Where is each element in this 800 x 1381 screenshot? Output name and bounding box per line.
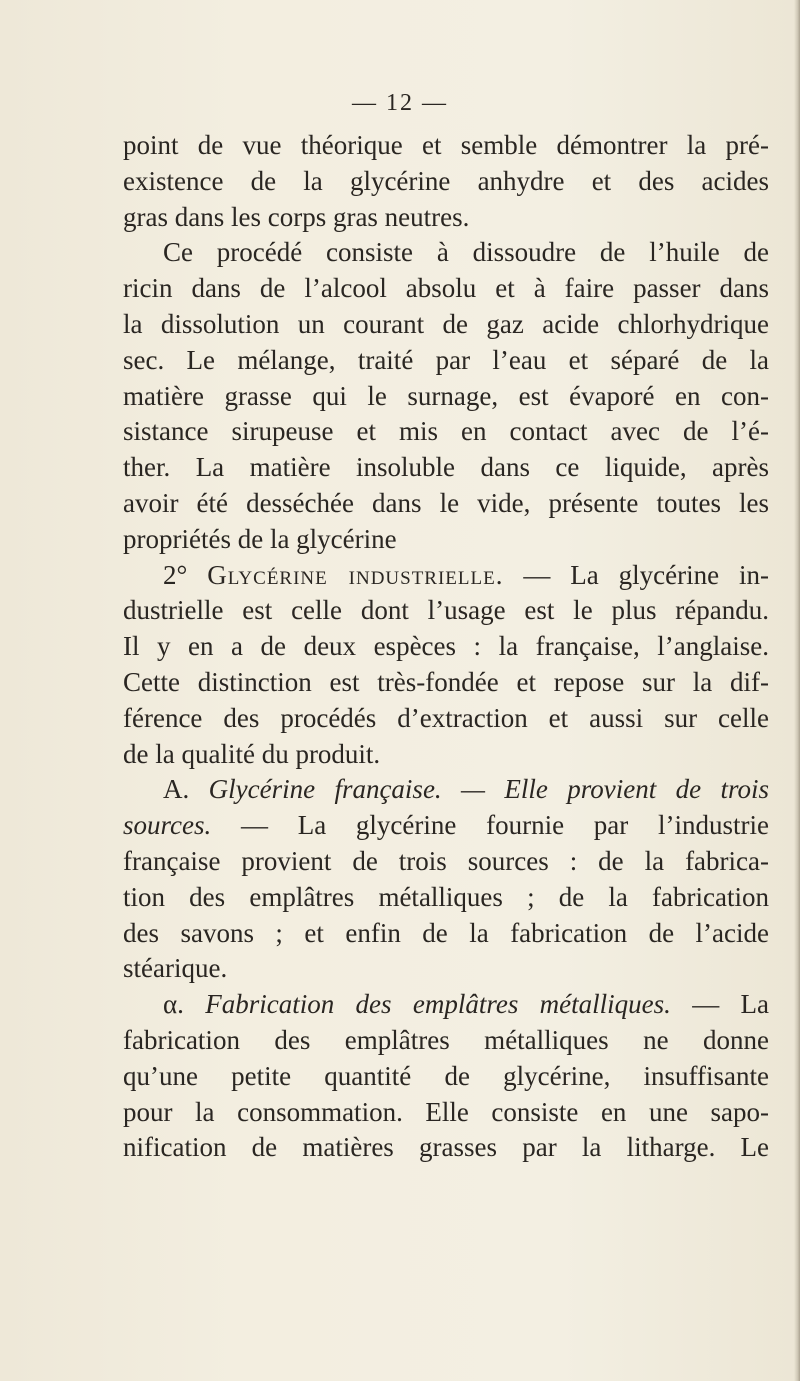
text-line: tion des emplâtres métalliques ; de la fabrication [123,881,769,912]
page-edge-shadow [794,0,800,1381]
subsection-heading-continued: sources. [123,810,212,841]
section-heading-line [123,558,769,594]
subsection-letter: A. [163,774,190,805]
text-line: française provient de trois sources : de la fabrica- [123,845,769,876]
text-line: de la qualité du produit. [123,738,381,769]
text-line: Ce procédé consiste à dissoudre de l’huile de [163,237,769,268]
subsection-letter: α. [163,989,184,1020]
text-line: dustrielle est celle dont l’usage est le plus répandu. [123,595,769,626]
text-line [123,808,769,844]
text-fragment: — La glycérine fournie par l’industrie [240,810,769,841]
text-line: Cette distinction est très-fondée et repose sur la dif- [123,666,769,697]
text-line: point de vue théorique et semble démontrer la pré- [123,130,769,160]
text-line: Il y en a de deux espèces : la française, l’anglaise. [123,631,769,662]
text-line: avoir été desséchée dans le vide, présente toutes les [123,487,769,518]
text-line: gras dans les corps gras neutres. [123,201,470,232]
text-line: fabrication des emplâtres métalliques ne donne [123,1024,769,1055]
text-line: ricin dans de l’alcool absolu et à faire passer dans [123,273,769,304]
text-line: ther. La matière insoluble dans ce liquide, après [123,452,769,483]
subsection-heading: Fabrication des emplâtres métalliques. [205,989,671,1020]
text-line: pour la consommation. Elle consiste en une sapo- [123,1096,769,1127]
subsection-heading-line [123,772,769,808]
text-line: existence de la glycérine anhydre et des acides [123,165,769,196]
text-line: férence des procédés d’extraction et aussi sur celle [123,702,769,733]
text-line: la dissolution un courant de gaz acide chlorhydrique [123,308,769,339]
text-line: propriétés de la glycérine [123,523,397,554]
text-line: matière grasse qui le surnage, est évaporé en con- [123,380,769,411]
text-line: sistance sirupeuse et mis en contact avec de l’é- [123,416,769,447]
text-fragment: — La glycérine in- [523,559,770,590]
text-line: des savons ; et enfin de la fabrication de l’acide [123,917,769,948]
body-text [123,128,769,1166]
subsection-heading-line [123,987,769,1023]
subsection-heading: Glycérine française. — Elle provient de trois [208,774,769,805]
section-number: 2° [163,559,188,590]
text-line: sec. Le mélange, traité par l’eau et séparé de la [123,344,769,375]
text-line: stéarique. [123,953,228,984]
section-heading: Glycérine industrielle. [207,559,504,590]
text-fragment: — La [692,989,770,1020]
text-line: qu’une petite quantité de glycérine, insuffisante [123,1060,769,1091]
page-number: — 12 — [352,90,448,116]
text-line: nification de matières grasses par la litharge. Le [123,1132,769,1163]
